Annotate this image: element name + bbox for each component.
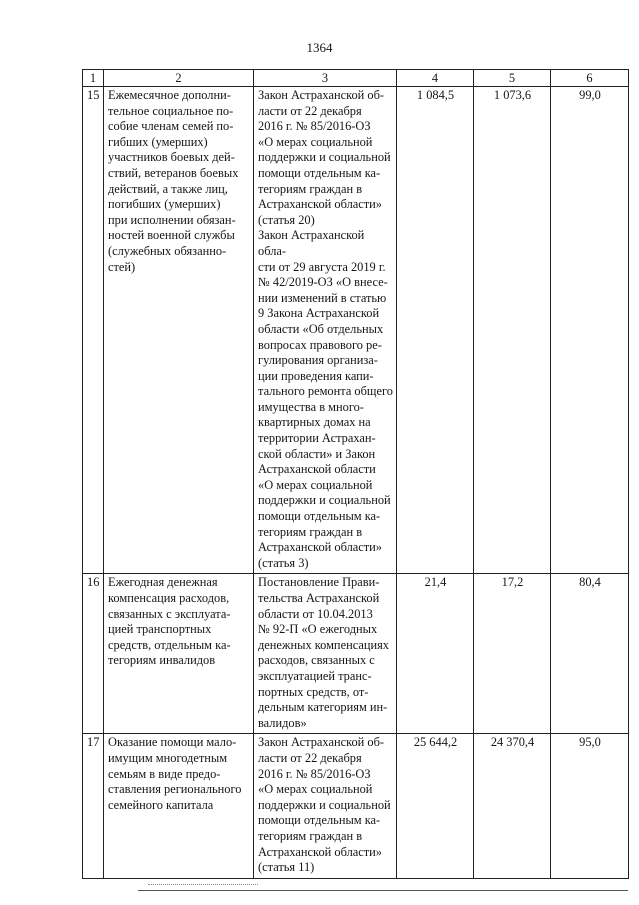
column-header-2: 2 xyxy=(104,70,254,87)
value-col-5: 24 370,4 xyxy=(474,734,551,878)
legal-basis: Постановление Прави- тельства Астраханской области от 10.04.2013 № 92-П «О ежегодных денежных компенсациях расходов, связанных с эксплуатацией транс- портных средств, от- дельным категориям ин- валидов» xyxy=(254,574,397,734)
column-header-3: 3 xyxy=(254,70,397,87)
value-col-4: 25 644,2 xyxy=(397,734,474,878)
row-number: 15 xyxy=(83,87,104,574)
row-number: 16 xyxy=(83,574,104,734)
value-col-5: 1 073,6 xyxy=(474,87,551,574)
data-table xyxy=(82,69,629,879)
row-number: 17 xyxy=(83,734,104,878)
bottom-rule xyxy=(138,890,628,891)
column-header-5: 5 xyxy=(474,70,551,87)
page-number: 1364 xyxy=(306,40,333,55)
column-header-4: 4 xyxy=(397,70,474,87)
value-col-6: 80,4 xyxy=(551,574,629,734)
value-col-4: 1 084,5 xyxy=(397,87,474,574)
measure-name: Ежегодная денежная компенсация расходов, связанных с эксплуата- цией транспортных средств, отдельным ка- тегориям инвалидов xyxy=(104,574,254,734)
table-row xyxy=(83,734,629,878)
value-col-5: 17,2 xyxy=(474,574,551,734)
measure-name: Оказание помощи мало- имущим многодетным семьям в виде предо- ставления регионального семейного капитала xyxy=(104,734,254,878)
table-header-row xyxy=(83,70,629,87)
legal-basis: Закон Астраханской об- ласти от 22 декабря 2016 г. № 85/2016-ОЗ «О мерах социальной поддержки и социальной помощи отдельным ка- тегориям граждан в Астраханской области» (статья 11) xyxy=(254,734,397,878)
measure-name: Ежемесячное дополни- тельное социальное по- собие членам семей по- гибших (умерших) участников боевых дей- ствий, ветеранов боевых действий, а также лиц, погибших (умерших) при исполнении обязан- ностей военной службы (служебных обязанно- стей) xyxy=(104,87,254,574)
column-header-1: 1 xyxy=(83,70,104,87)
column-header-6: 6 xyxy=(551,70,629,87)
scan-artifact-dots xyxy=(148,884,258,887)
value-col-4: 21,4 xyxy=(397,574,474,734)
value-col-6: 99,0 xyxy=(551,87,629,574)
table-row xyxy=(83,87,629,574)
table-row xyxy=(83,574,629,734)
legal-basis: Закон Астраханской об- ласти от 22 декабря 2016 г. № 85/2016-ОЗ «О мерах социальной поддержки и социальной помощи отдельным ка- тегориям граждан в Астраханской области» (статья 20) Закон Астраханской обла- сти от 29 августа 2019 г. № 42/2019-ОЗ «О внесе- нии изменений в статью 9 Закона Астраханской области «Об отдельных вопросах правового ре- гулирования организа- ции проведения капи- тального ремонта общего имущества в много- квартирных домах на территории Астрахан- ской области» и Закон Астраханской области «О мерах социальной поддержки и социальной помощи отдельным ка- тегориям граждан в Астраханской области» (статья 3) xyxy=(254,87,397,574)
value-col-6: 95,0 xyxy=(551,734,629,878)
